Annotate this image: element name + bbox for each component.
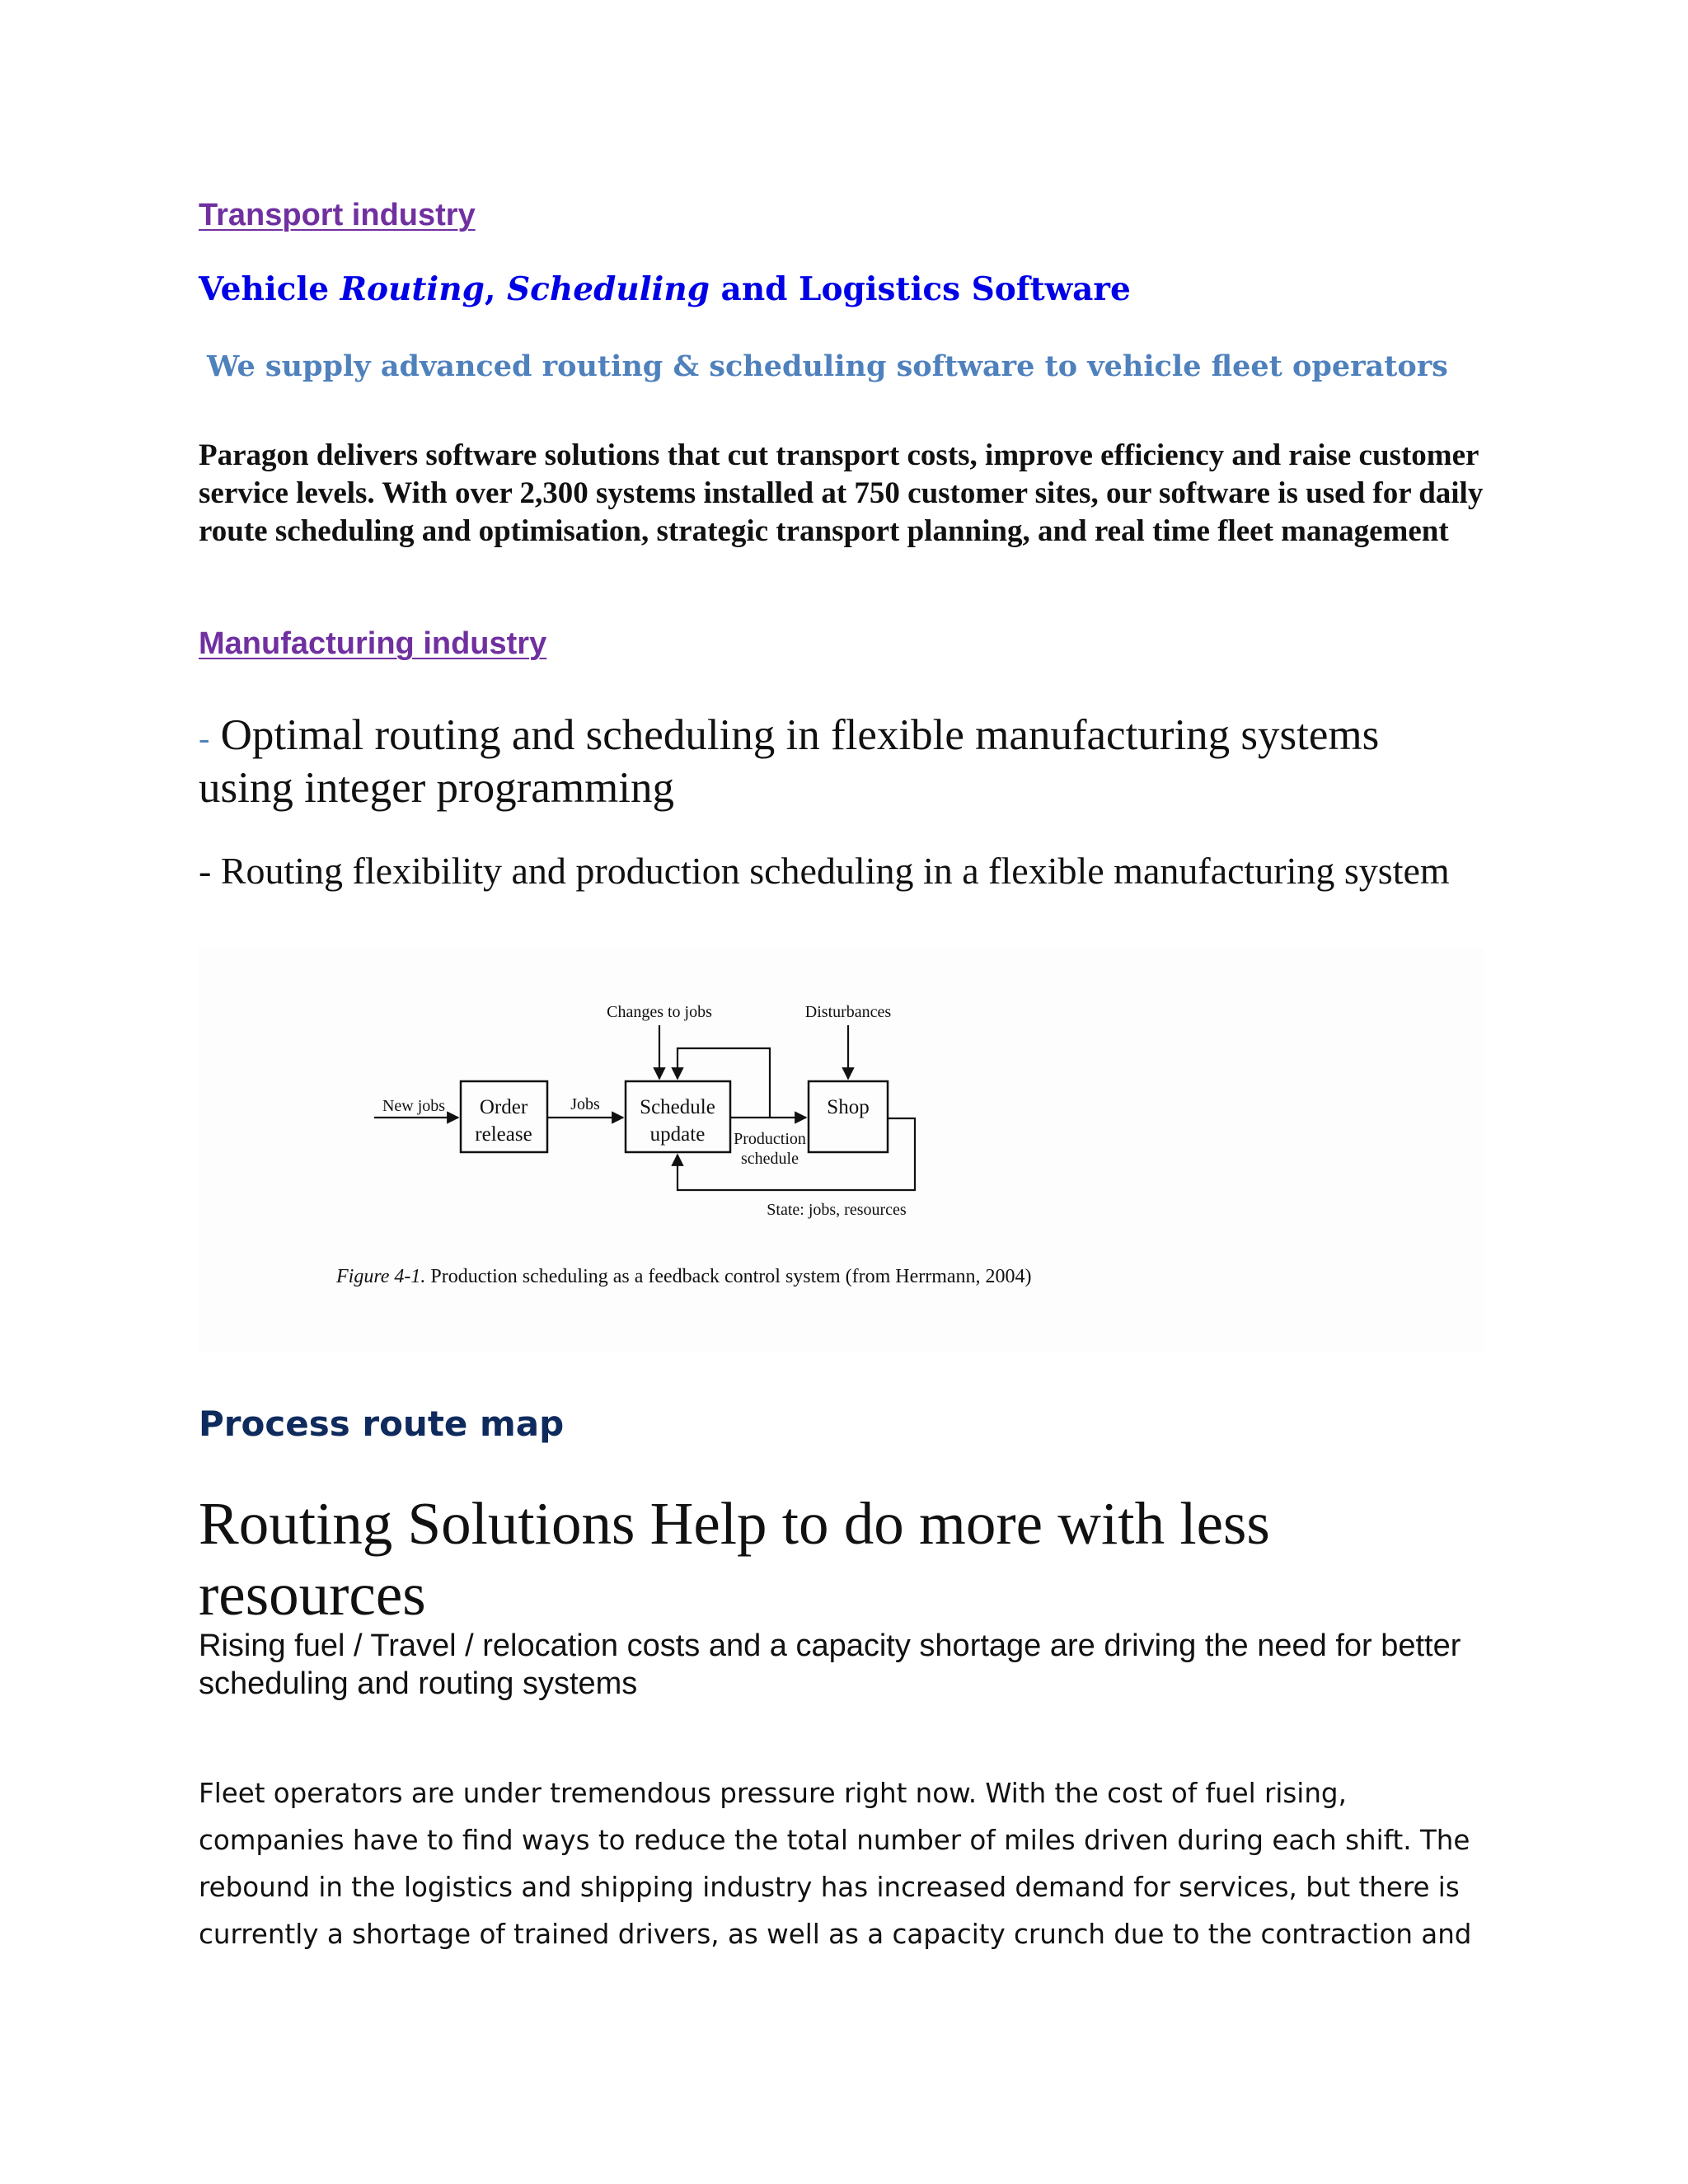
vehicle-heading-routing: Routing xyxy=(340,270,485,308)
vehicle-heading-part2: and Logistics Software xyxy=(709,270,1131,308)
new-jobs-label: New jobs xyxy=(382,1097,446,1115)
release-label: release xyxy=(475,1123,532,1146)
shop-label: Shop xyxy=(827,1096,870,1118)
list-dash: - xyxy=(199,719,210,757)
supply-subheading: We supply advanced routing & scheduling software to vehicle fleet operators xyxy=(207,349,1448,383)
caption-text: Production scheduling as a feedback control system (from Herrmann, 2004) xyxy=(425,1266,1032,1287)
disturbances-label: Disturbances xyxy=(804,1003,892,1021)
figure-container xyxy=(198,948,1484,1352)
routing-flexibility-item: - Routing flexibility and production scheduling in a flexible manufacturing system xyxy=(199,850,1450,892)
process-route-map-heading: Process route map xyxy=(199,1404,565,1444)
vehicle-software-heading xyxy=(199,270,1131,308)
paragon-paragraph: Paragon delivers software solutions that cut transport costs, improve efficiency and raise customer service levels. With over 2,300 systems installed at 750 customer sites, our software is used for daily route scheduling and optimisation, strategic transport planning, and real time fleet management xyxy=(199,438,1484,548)
transport-industry-link[interactable]: Transport industry xyxy=(199,198,476,232)
caption-figure-number: Figure 4-1. xyxy=(336,1266,426,1287)
vehicle-heading-part1: Vehicle xyxy=(199,270,340,308)
changes-to-jobs-label: Changes to jobs xyxy=(607,1003,712,1021)
vehicle-heading-comma: , xyxy=(484,270,508,308)
routing-solutions-heading: Routing Solutions Help to do more with less resources xyxy=(199,1490,1270,1628)
manufacturing-industry-link[interactable]: Manufacturing industry xyxy=(199,626,547,661)
update-label: update xyxy=(649,1123,706,1146)
feedback-control-diagram xyxy=(198,948,1484,1352)
vehicle-heading-scheduling: Scheduling xyxy=(507,270,710,308)
rising-costs-paragraph: Rising fuel / Travel / relocation costs and a capacity shortage are driving the need for better scheduling and routing systems xyxy=(199,1629,1461,1701)
optimal-routing-item xyxy=(199,710,1484,813)
optimal-routing-text: Optimal routing and scheduling in flexible manufacturing systems using integer programming xyxy=(199,711,1380,812)
schedule-label: Schedule xyxy=(640,1096,715,1118)
order-label: Order xyxy=(479,1096,528,1118)
production-label: Production xyxy=(734,1130,806,1148)
jobs-label: Jobs xyxy=(570,1095,600,1113)
schedule-output-label: schedule xyxy=(741,1150,799,1168)
state-label: State: jobs, resources xyxy=(767,1201,907,1219)
fleet-operators-paragraph: Fleet operators are under tremendous pressure right now. With the cost of fuel rising, companies have to find ways to reduce the total number of miles driven during each shift. The rebound in the logistics and shipping industry has increased demand for services, but there is currently a shortage of trained drivers, as well as a capacity crunch due to the contraction and xyxy=(199,1778,1472,1950)
figure-caption xyxy=(335,1266,1032,1287)
